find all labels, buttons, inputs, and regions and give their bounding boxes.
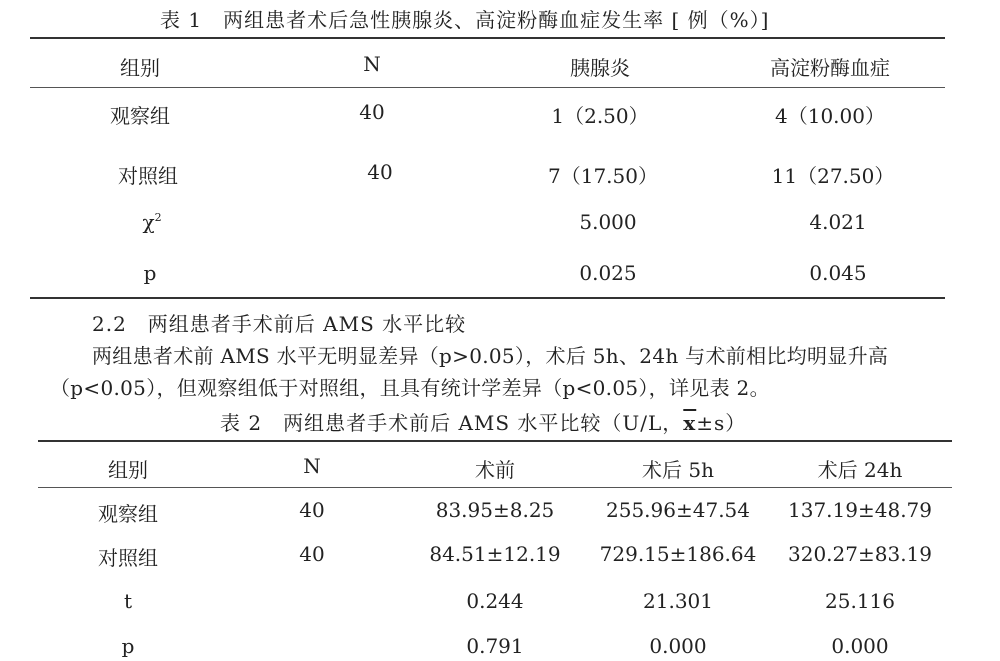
- table2-cell: 255.96±47.54: [606, 498, 750, 522]
- table1-header-hyperamylasemia: 高淀粉酶血症: [770, 56, 890, 80]
- table1-cell: 4.021: [809, 210, 867, 234]
- table2-cell: 137.19±48.79: [788, 498, 932, 522]
- table2-cell: 83.95±8.25: [435, 498, 555, 522]
- table2-cell: 0.244: [466, 589, 524, 613]
- table1-header-n: N: [363, 52, 381, 76]
- table2-title: 表 2 两组患者手术前后 AMS 水平比较（U/L，$\overline{x}\pm s$）: [220, 411, 747, 435]
- table2-cell: 0.000: [831, 634, 889, 658]
- table2-cell: 观察组: [98, 502, 158, 526]
- table2-cell: 729.15±186.64: [599, 542, 757, 566]
- table2-cell: 0.000: [649, 634, 707, 658]
- table2-header-post-5h: 术后 5h: [642, 458, 714, 482]
- table2-cell: 0.791: [466, 634, 524, 658]
- table1-cell: p: [143, 261, 157, 285]
- table2-cell: 40: [299, 498, 325, 522]
- table2-cell: t: [123, 589, 133, 613]
- table2-cell: p: [121, 634, 135, 658]
- table1-cell: 40: [367, 160, 393, 184]
- table2-cell: 21.301: [643, 589, 713, 613]
- table1-header-pancreatitis: 胰腺炎: [570, 56, 630, 80]
- section-heading: 2.2 两组患者手术前后 AMS 水平比较: [92, 312, 467, 336]
- table1-header-group: 组别: [120, 56, 160, 80]
- table1-cell: 对照组: [118, 164, 178, 188]
- paragraph-line: （p<0.05），但观察组低于对照组，且具有统计学差异（p<0.05），详见表 2。: [50, 376, 770, 400]
- table2-header-group: 组别: [108, 458, 148, 482]
- table2-cell: 320.27±83.19: [788, 542, 932, 566]
- table1-cell: 7（17.50）: [548, 164, 658, 188]
- table2-top-rule: [38, 440, 952, 442]
- table1-title: 表 1 两组患者术后急性胰腺炎、高淀粉酶血症发生率 [ 例（%）]: [160, 8, 770, 32]
- table1-top-rule: [30, 37, 945, 39]
- paragraph-line: 两组患者术前 AMS 水平无明显差异（p>0.05），术后 5h、24h 与术前相比均明显升高: [92, 344, 889, 368]
- table2-cell: 84.51±12.19: [429, 542, 561, 566]
- table1-cell: 1（2.50）: [551, 104, 649, 128]
- table1-chi-square-label: $\chi^2$: [142, 210, 162, 234]
- table1-cell: 4（10.00）: [775, 104, 885, 128]
- table1-cell: 11（27.50）: [771, 164, 895, 188]
- table2-header-post-24h: 术后 24h: [817, 458, 903, 482]
- table2-cell: 25.116: [825, 589, 895, 613]
- table1-cell: 40: [359, 100, 385, 124]
- table2-header-pre-op: 术前: [475, 458, 515, 482]
- table1-cell: 0.025: [579, 261, 637, 285]
- table2-header-n: N: [303, 454, 321, 478]
- table1-bottom-rule: [30, 297, 945, 299]
- table2-cell: 40: [299, 542, 325, 566]
- table1-cell: 0.045: [809, 261, 867, 285]
- table2-cell: 对照组: [98, 546, 158, 570]
- table1-cell: 观察组: [110, 104, 170, 128]
- table1-header-rule: [30, 87, 945, 88]
- table2-header-rule: [38, 487, 952, 488]
- table1-cell: 5.000: [579, 210, 637, 234]
